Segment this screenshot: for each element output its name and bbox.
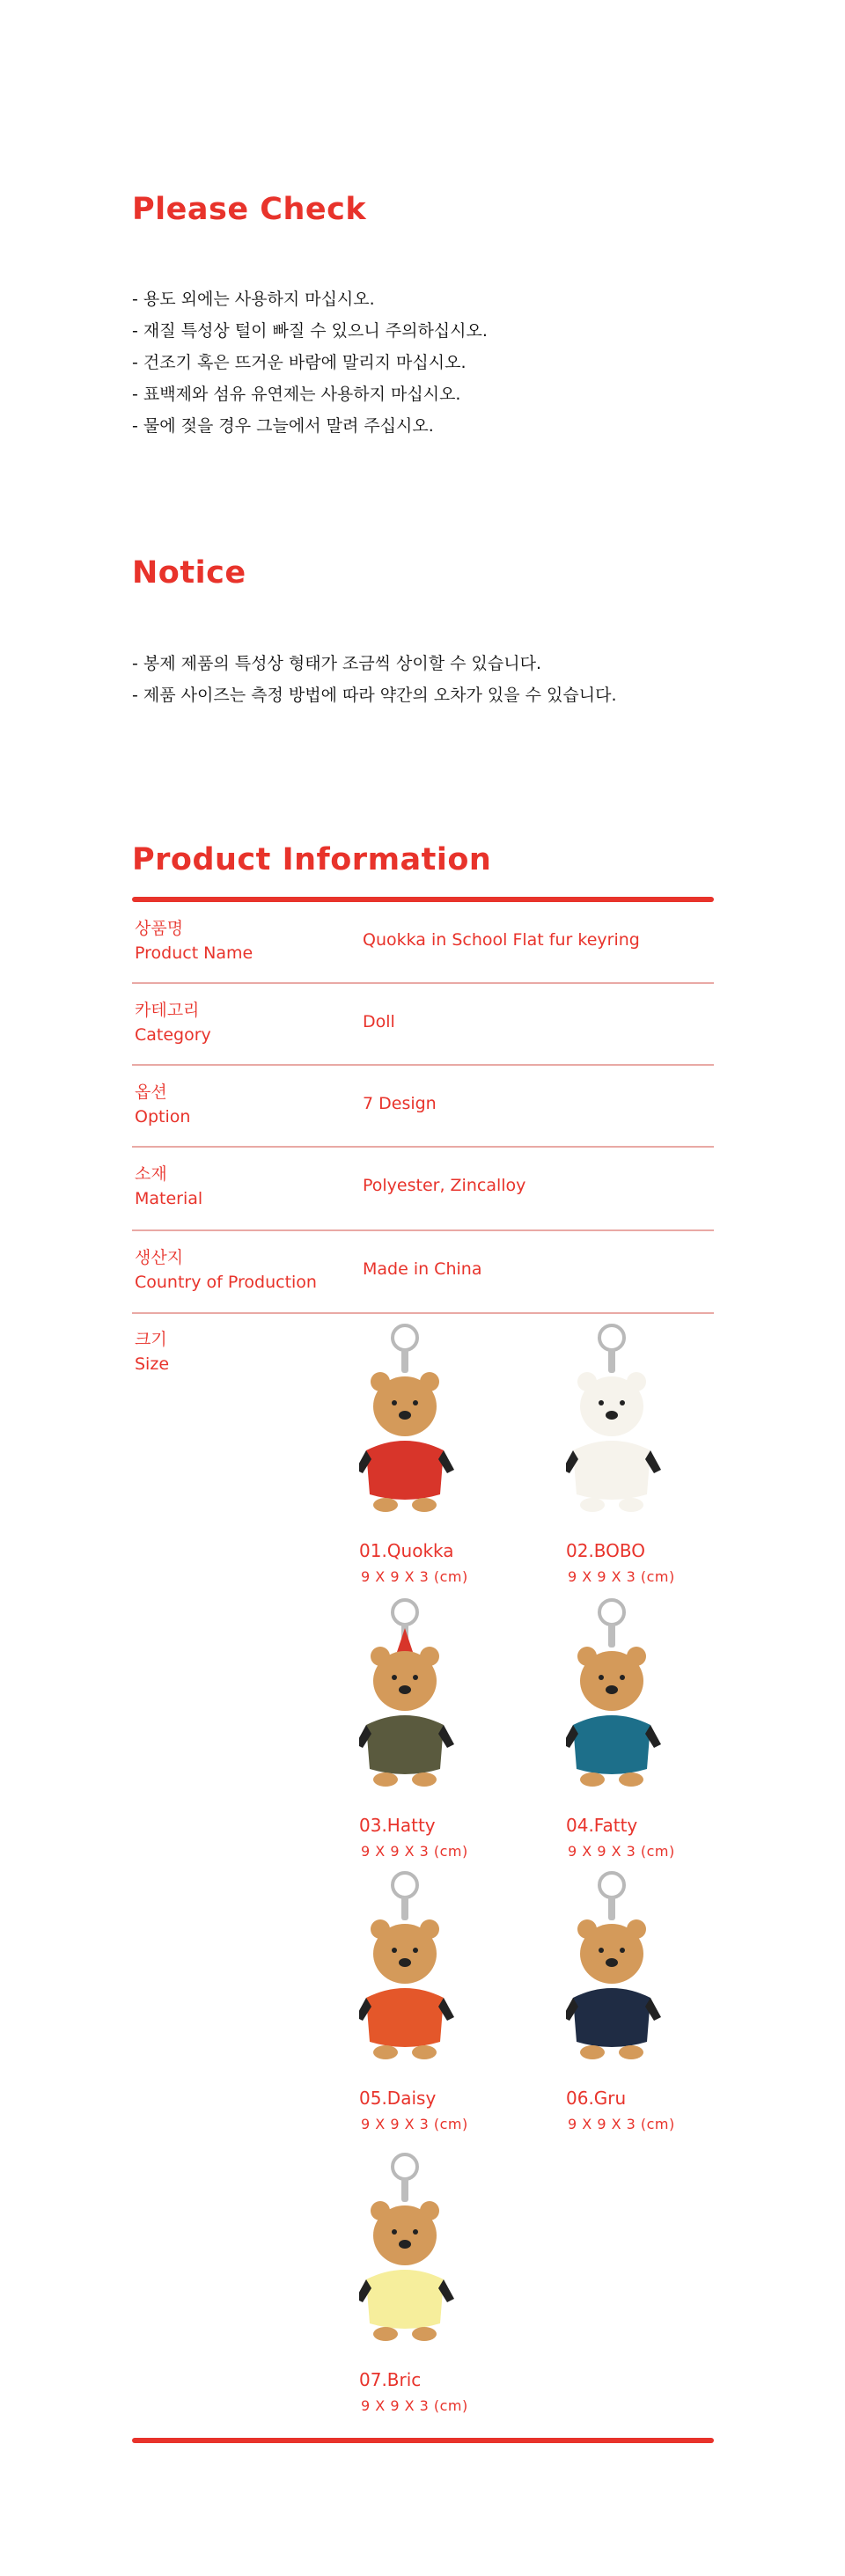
product-name: 04.Fatty: [566, 1815, 638, 1836]
product-size: 9 X 9 X 3 (cm): [568, 1568, 675, 1585]
row-label-ko: 생산지: [135, 1248, 184, 1267]
product-image: [566, 1318, 751, 1530]
product-image: [359, 2147, 544, 2359]
row-value: Doll: [363, 1012, 395, 1031]
row-value: 7 Design: [363, 1094, 437, 1113]
product-image: [359, 1318, 544, 1530]
row-label-ko: 옵션: [135, 1083, 167, 1102]
row-label-en: Option: [135, 1107, 191, 1127]
product-name: 06.Gru: [566, 2088, 627, 2109]
please-check-list: [132, 283, 488, 442]
keyring-icon: [599, 1873, 624, 1897]
product-name: 05.Daisy: [359, 2088, 437, 2109]
row-label-ko: 상품명: [135, 919, 184, 938]
row-label-en: Product Name: [135, 943, 254, 963]
keyring-icon: [599, 1325, 624, 1350]
product-image: [566, 1593, 751, 1804]
product-size: 9 X 9 X 3 (cm): [361, 2116, 468, 2132]
row-value: Polyester, Zincalloy: [363, 1176, 526, 1195]
please-check-title: Please Check: [132, 192, 367, 227]
product-image: [359, 1593, 544, 1804]
list-item: - 용도 외에는 사용하지 마십시오.: [132, 283, 488, 315]
product-image: [359, 1866, 544, 2077]
size-label: [135, 1327, 169, 1376]
list-item: - 제품 사이즈는 측정 방법에 따라 약간의 오차가 있을 수 있습니다.: [132, 679, 617, 711]
info-row-option: [132, 1066, 714, 1148]
product-image: [566, 1866, 751, 2077]
info-row-country: [132, 1231, 714, 1314]
keyring-icon: [393, 1873, 417, 1897]
notice-list: [132, 648, 617, 711]
size-label-en: Size: [135, 1354, 170, 1374]
notice-title: Notice: [132, 555, 246, 591]
list-item: - 물에 젖을 경우 그늘에서 말려 주십시오.: [132, 410, 488, 442]
list-item: - 재질 특성상 털이 빠질 수 있으니 주의하십시오.: [132, 315, 488, 347]
product-size: 9 X 9 X 3 (cm): [568, 1843, 675, 1860]
keyring-icon: [599, 1600, 624, 1625]
row-label-ko: 소재: [135, 1164, 167, 1184]
keyring-icon: [393, 1325, 417, 1350]
info-row-category: [132, 984, 714, 1066]
product-size: 9 X 9 X 3 (cm): [361, 1843, 468, 1860]
row-label-ko: 카테고리: [135, 1001, 200, 1020]
list-item: - 표백제와 섬유 유연제는 사용하지 마십시오.: [132, 378, 488, 410]
bottom-divider: [132, 2438, 714, 2443]
product-name: 03.Hatty: [359, 1815, 436, 1836]
product-info-title: Product Information: [132, 842, 492, 877]
row-value: Quokka in School Flat fur keyring: [363, 930, 640, 950]
product-name: 01.Quokka: [359, 1540, 454, 1561]
product-size: 9 X 9 X 3 (cm): [361, 2397, 468, 2414]
product-size: 9 X 9 X 3 (cm): [568, 2116, 675, 2132]
info-row-product-name: [132, 902, 714, 984]
size-label-ko: 크기: [135, 1330, 167, 1349]
row-label-en: Country of Production: [135, 1273, 317, 1292]
keyring-icon: [393, 1600, 417, 1625]
row-value: Made in China: [363, 1259, 482, 1279]
product-size: 9 X 9 X 3 (cm): [361, 1568, 468, 1585]
list-item: - 건조기 혹은 뜨거운 바람에 말리지 마십시오.: [132, 347, 488, 378]
product-name: 07.Bric: [359, 2369, 422, 2390]
keyring-icon: [393, 2154, 417, 2179]
list-item: - 봉제 제품의 특성상 형태가 조금씩 상이할 수 있습니다.: [132, 648, 617, 679]
row-label-en: Material: [135, 1189, 203, 1208]
info-row-material: [132, 1148, 714, 1231]
product-name: 02.BOBO: [566, 1540, 646, 1561]
row-label-en: Category: [135, 1025, 211, 1045]
